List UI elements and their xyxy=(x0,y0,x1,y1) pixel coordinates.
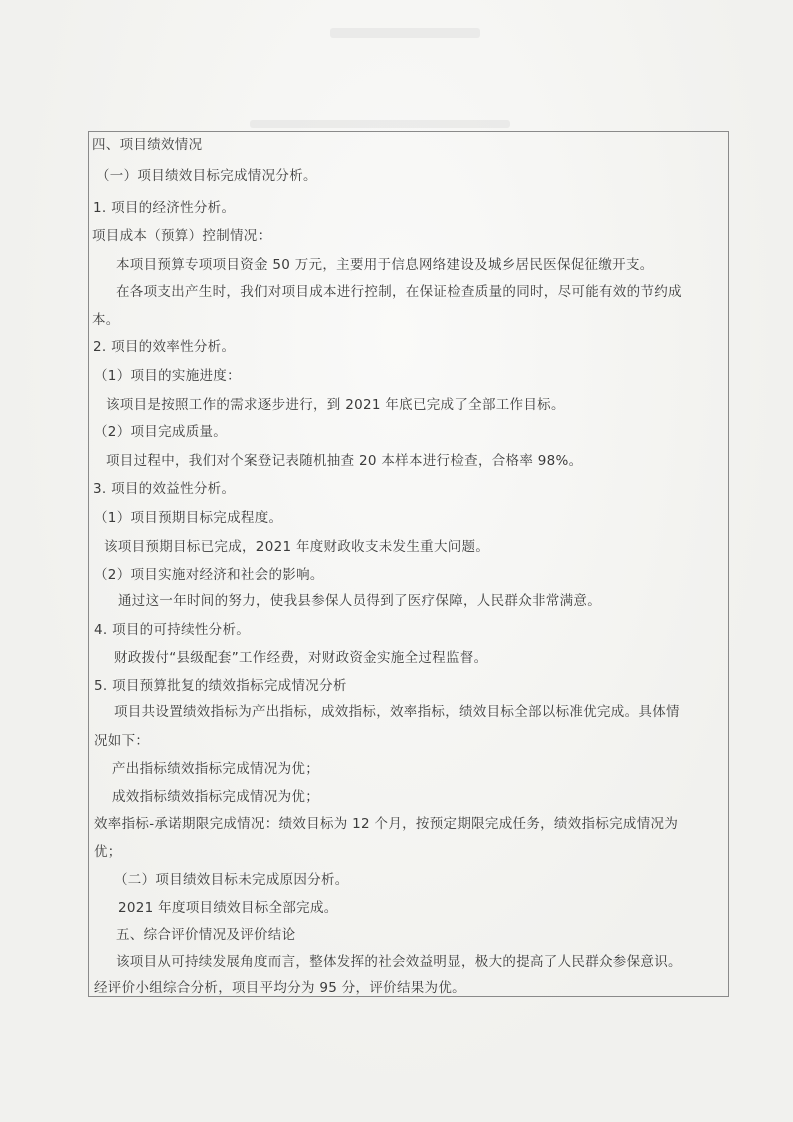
item-heading: 2. 项目的效率性分析。 xyxy=(93,339,236,355)
text-line: 优； xyxy=(94,844,122,860)
text-line: 本。 xyxy=(92,312,120,328)
item-heading: 4. 项目的可持续性分析。 xyxy=(94,622,251,638)
text-line: （1）项目的实施进度： xyxy=(94,368,241,384)
text-line: （2）项目完成质量。 xyxy=(94,424,228,440)
text-line: 效率指标-承诺期限完成情况：绩效目标为 12 个月，按预定期限完成任务，绩效指标完成情况为 xyxy=(94,816,679,832)
text-line: 项目共设置绩效指标为产出指标，成效指标，效率指标，绩效目标全部以标准优完成。具体情 xyxy=(114,704,680,720)
section-heading-performance: 四、项目绩效情况 xyxy=(92,137,203,153)
text-line: 财政拨付“县级配套”工作经费，对财政资金实施全过程监督。 xyxy=(114,650,488,666)
text-line: 项目过程中，我们对个案登记表随机抽查 20 本样本进行检查，合格率 98%。 xyxy=(106,453,583,469)
item-heading: 3. 项目的效益性分析。 xyxy=(93,481,236,497)
item-heading: 5. 项目预算批复的绩效指标完成情况分析 xyxy=(94,678,347,694)
text-line: 况如下： xyxy=(94,733,150,749)
text-line: 2021 年度项目绩效目标全部完成。 xyxy=(118,900,338,916)
text-line: 在各项支出产生时，我们对项目成本进行控制，在保证检查质量的同时，尽可能有效的节约成 xyxy=(116,284,682,300)
text-line: （2）项目实施对经济和社会的影响。 xyxy=(94,567,324,583)
text-line: 项目成本（预算）控制情况： xyxy=(92,228,272,244)
text-line: 通过这一年时间的努力，使我县参保人员得到了医疗保障，人民群众非常满意。 xyxy=(118,593,601,609)
section-heading-conclusion: 五、综合评价情况及评价结论 xyxy=(116,927,296,943)
scan-artifact xyxy=(250,120,510,128)
scan-artifact xyxy=(330,28,480,38)
subsection-heading: （二）项目绩效目标未完成原因分析。 xyxy=(114,872,349,888)
text-line: （1）项目预期目标完成程度。 xyxy=(94,510,283,526)
text-line: 该项目预期目标已完成，2021 年度财政收支未发生重大问题。 xyxy=(104,539,490,555)
subsection-heading: （一）项目绩效目标完成情况分析。 xyxy=(96,168,317,184)
text-line: 产出指标绩效指标完成情况为优； xyxy=(112,761,319,777)
item-heading: 1. 项目的经济性分析。 xyxy=(93,200,236,216)
text-line: 成效指标绩效指标完成情况为优； xyxy=(112,789,319,805)
text-line: 该项目从可持续发展角度而言，整体发挥的社会效益明显，极大的提高了人民群众参保意识。 xyxy=(116,954,682,970)
text-line: 本项目预算专项项目资金 50 万元，主要用于信息网络建设及城乡居民医保促征缴开支。 xyxy=(116,257,654,273)
text-line: 经评价小组综合分析，项目平均分为 95 分，评价结果为优。 xyxy=(94,980,466,996)
text-line: 该项目是按照工作的需求逐步进行，到 2021 年底已完成了全部工作目标。 xyxy=(106,397,565,413)
